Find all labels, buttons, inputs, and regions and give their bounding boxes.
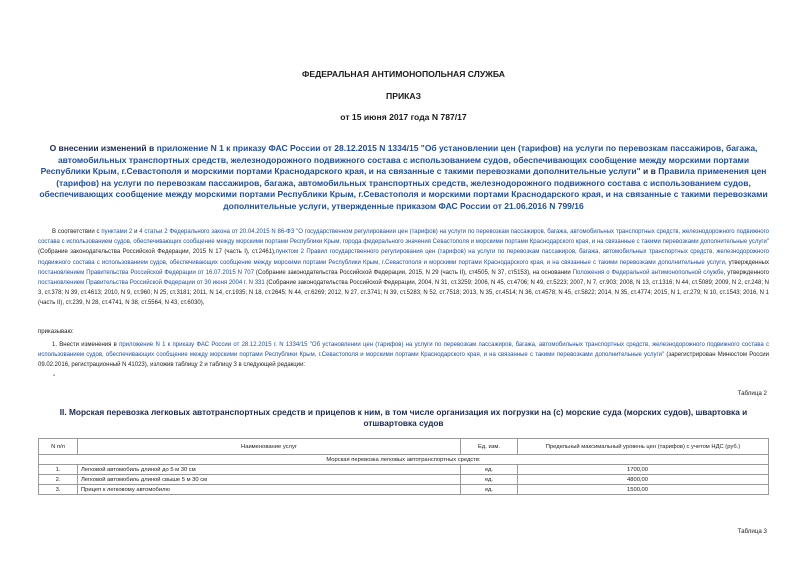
row-name: Легковой автомобиль длиной свыше 5 м 30 см (78, 475, 461, 485)
row-unit: ед. (461, 475, 518, 485)
text-fragment: (зарегистрирован Минюстом России 09.02.2016, регистрационный N 41023), изложив таблицу 2 и таблицу 3 в следующей редакции: (38, 352, 769, 369)
header-unit: Ед. изм. (461, 439, 518, 455)
table-header-row (39, 439, 769, 455)
row-price: 4800,00 (518, 475, 769, 485)
link-government-decree-707[interactable]: постановлением Правительства Российской Федерации от 16.07.2015 N 707 (38, 269, 254, 276)
table-row (39, 475, 769, 485)
table-group-row (39, 455, 769, 465)
quote-mark: " (53, 375, 56, 381)
link-regulation-rules[interactable]: пунктом 2 Правил государственного регулирования цен (тарифов) на услуги по перевозкам пассажиров, багажа, автомобильных транспортных средств, железнодорожного подвижного состава с использованием судов, обеспечивающих сообщение между морскими портами Республики Крым, г.Севастополя и морскими портами Краснодарского края, и на связанные с такими перевозками дополнительные услуги (38, 249, 769, 266)
table-2-label: Таблица 2 (737, 390, 767, 397)
title-prefix: О внесении изменений в (49, 143, 157, 153)
table-3-label: Таблица 3 (737, 528, 767, 535)
header-price: Предельный максимальный уровень цен (тарифов) с учетом НДС (руб.) (518, 439, 769, 455)
link-order-appendix[interactable]: приложение N 1 к приказу ФАС России от 28.12.2015 г. N 1334/15 "Об установлении цен (тарифов) на услуги по перевозкам пассажиров, багажа, автомобильных транспортных средств, железнодорожного подвижного состава с использованием судов, обеспечивающих сообщение между морскими портами Республики Крым, г.Севастополя и морскими портами Краснодарского края, и на связанные с такими перевозками дополнительные услуги" (38, 342, 769, 359)
row-name: Прицеп к легковому автомобилю (78, 485, 461, 495)
agency-heading: ФЕДЕРАЛЬНАЯ АНТИМОНОПОЛЬНАЯ СЛУЖБА (302, 69, 505, 79)
row-name: Легковой автомобиль длиной до 5 м 30 см (78, 465, 461, 475)
row-no: 2. (39, 475, 78, 485)
document-title (38, 143, 769, 213)
text-fragment: (Собрание законодательства Российской Федерации, 2015, N 29 (часть II), ст4505, N 37, ст5153), на основании (253, 269, 573, 276)
link-federal-law[interactable]: 4 статьи 2 Федерального закона от 20.04.2015 N 86-ФЗ "О государственном регулировании цен (тарифов) на услуги по перевозкам пассажиров, багажа, автомобильных транспортных средств, железнодорожного подвижного состава с использованием судов, обеспечивающих сообщение между морскими портами Республики Крым, города федерального значения Севастополя и морскими портами Краснодарского края, и на связанные с такими перевозками дополнительные услуги" (38, 229, 769, 246)
header-no: N п/п (39, 439, 78, 455)
text-fragment: (Собрание законодательства Российской Федерации, 2015 N 17 (часть I), ст.2461), (38, 249, 276, 256)
order-item-1 (38, 340, 769, 371)
table-row (39, 485, 769, 495)
order-word: приказываю: (38, 329, 74, 335)
row-unit: ед. (461, 485, 518, 495)
row-price: 1500,00 (518, 485, 769, 495)
section-2-title: II. Морская перевозка легковых автотранспортных средств и прицепов к ним, в том числе организация их погрузки на (с) морские суда (морских судов), швартовка и отшвартовка судов (59, 407, 748, 428)
text-fragment: , утвержденных (724, 259, 769, 266)
link-law-points-2[interactable]: пунктами 2 (101, 229, 133, 235)
link-government-decree-331[interactable]: постановлением Правительства Российской Федерации от 30 июня 2004 г. N 331 (38, 280, 265, 287)
link-fas-regulation[interactable]: Положения о Федеральной антимонопольной службе (572, 269, 724, 276)
row-price: 1700,00 (518, 465, 769, 475)
text-fragment: В соответствии с (52, 229, 102, 235)
header-name: Наименование услуг (78, 439, 461, 455)
title-middle: и в (640, 166, 659, 177)
text-fragment: (Собрание законодательства Российской Федерации, 2004, N 31, ст.3259; 2006, N 45, ст.4706; N 49, ст.5223; 2007, N 7, ст.903; 2008, N 13, ст.1316; N 44, ст.5089; 2009, N 2, ст.248; N 3, ст.378; N 39, ст.4613; 2010, N 9, ст.960; N 25, ст.3181; 2011, N 14, ст.1935; N 18, ст.2645; N 44, ст.6269; 2012, N 27, ст.3741; N 39, ст.5283; N 52, ст.7518; 2013, N 35, ст.4514; N 36, ст.4578; N 45, ст.5822; 2014, N 35, ст.4774; 2015, N 1, ст.279; N 10, ст.1543; 2016, N 1 (часть II), ст.239, N 28, ст.4741, N 38, ст.5564, N 43, ст.6030), (38, 280, 769, 307)
preamble-paragraph (38, 227, 769, 309)
text-fragment: и (132, 229, 140, 235)
title-link-order[interactable]: приложение N 1 к приказу ФАС России от 28.12.2015 N 1334/15 "Об установлении цен (тарифов) на услуги по перевозкам пассажиров, багажа, автомобильных транспортных средств, железнодорожного подвижного состава с использованием судов, обеспечивающих сообщение между морскими портами Республики Крым, г.Севастополя и морскими портами Краснодарского края, и на связанные с такими перевозками дополнительные услуги" (40, 143, 758, 177)
group-label: Морская перевозка легковых автотранспортных средств: (39, 455, 769, 465)
row-no: 3. (39, 485, 78, 495)
date-number-heading: от 15 июня 2017 года N 787/17 (340, 112, 467, 122)
table-row (39, 465, 769, 475)
row-no: 1. (39, 465, 78, 475)
text-fragment: 1. Внести изменения в (52, 342, 120, 348)
doc-type-heading: ПРИКАЗ (386, 91, 421, 101)
tariff-table (38, 438, 769, 495)
title-link-rules[interactable]: Правила применения цен (тарифов) на услуги по перевозкам пассажиров, багажа, автомобильных транспортных средств, железнодорожного подвижного состава с использованием судов, обеспечивающих сообщение между морскими портами Республики Крым, г.Севастополя и морскими портами Краснодарского края, и на связанные с такими перевозками дополнительные услуги, утвержденные приказом ФАС России от 21.06.2016 N 799/16 (39, 166, 768, 211)
text-fragment: , утвержденного (723, 269, 769, 276)
row-unit: ед. (461, 465, 518, 475)
